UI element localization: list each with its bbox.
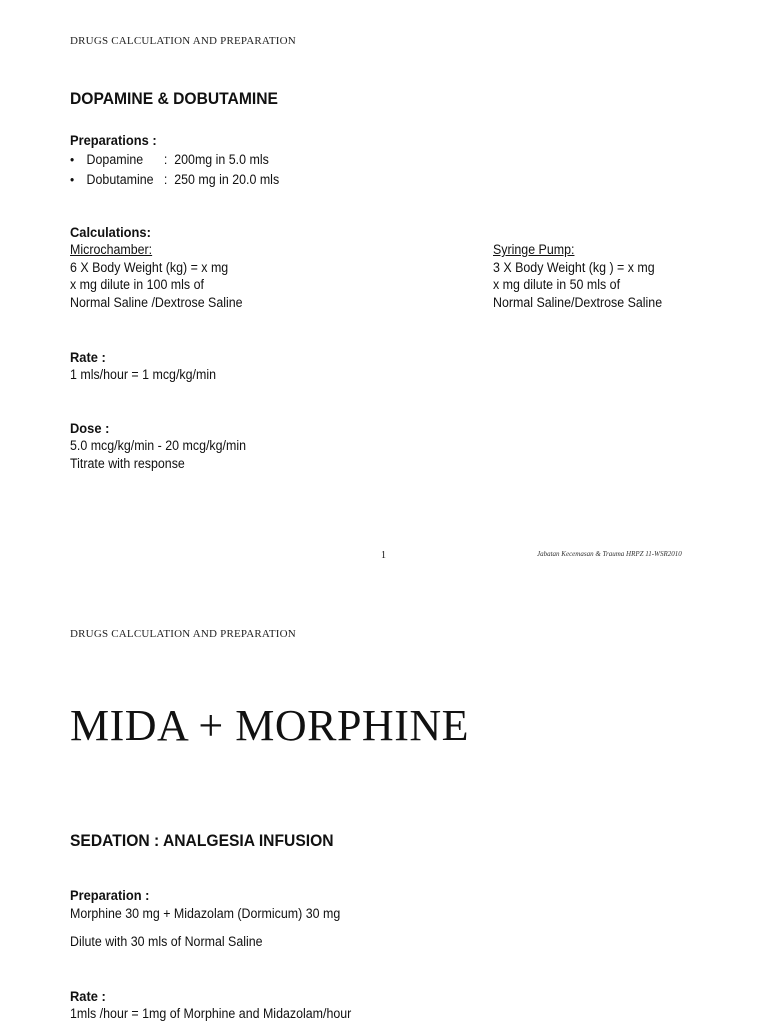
list-item <box>70 170 279 190</box>
separator: : <box>163 152 168 167</box>
syringe-pump-line: Normal Saline/Dextrose Saline <box>493 294 663 310</box>
footer-attribution: Jabatan Kecemasan & Trauma HRPZ 11-WSR2010 <box>537 550 682 558</box>
drug-name: Dobutamine <box>86 171 154 187</box>
running-header: DRUGS CALCULATION AND PREPARATION <box>70 35 296 47</box>
page-number: 1 <box>381 550 386 561</box>
syringe-pump-heading: Syringe Pump: <box>493 242 575 257</box>
section-title: SEDATION : ANALGESIA INFUSION <box>70 831 334 850</box>
preparation-label: Preparation : <box>70 887 150 903</box>
syringe-pump-line: x mg dilute in 50 mls of <box>493 277 621 292</box>
microchamber-heading: Microchamber: <box>70 242 153 257</box>
preparations-list <box>70 150 279 189</box>
dose-label: Dose : <box>70 420 110 436</box>
page-title: MIDA + MORPHINE <box>70 701 470 750</box>
drug-preparation: 250 mg in 20.0 mls <box>174 171 280 187</box>
dose-line: Titrate with response <box>70 455 185 471</box>
microchamber-line: Normal Saline /Dextrose Saline <box>70 294 243 310</box>
calculations-label: Calculations: <box>70 224 151 240</box>
running-header: DRUGS CALCULATION AND PREPARATION <box>70 628 296 640</box>
drug-preparation: 200mg in 5.0 mls <box>174 152 269 167</box>
dose-block <box>70 437 246 472</box>
microchamber-line: x mg dilute in 100 mls of <box>70 277 204 292</box>
rate-label: Rate : <box>70 988 106 1004</box>
syringe-pump-line: 3 X Body Weight (kg ) = x mg <box>493 259 655 275</box>
separator: : <box>163 171 168 187</box>
microchamber-line: 6 X Body Weight (kg) = x mg <box>70 259 229 275</box>
rate-label: Rate : <box>70 349 106 365</box>
rate-text: 1mls /hour = 1mg of Morphine and Midazolam/hour <box>70 1006 352 1021</box>
rate-text: 1 mls/hour = 1 mcg/kg/min <box>70 367 216 382</box>
syringe-pump-block <box>493 241 662 311</box>
preparations-label: Preparations : <box>70 132 157 148</box>
dilute-line: Dilute with 30 mls of Normal Saline <box>70 934 263 949</box>
section-title: DOPAMINE & DOBUTAMINE <box>70 89 278 108</box>
list-item <box>70 150 279 170</box>
microchamber-block <box>70 241 243 311</box>
drug-name: Dopamine <box>86 152 144 167</box>
dose-line: 5.0 mcg/kg/min - 20 mcg/kg/min <box>70 438 247 453</box>
preparation-line: Morphine 30 mg + Midazolam (Dormicum) 30 mg <box>70 906 341 921</box>
